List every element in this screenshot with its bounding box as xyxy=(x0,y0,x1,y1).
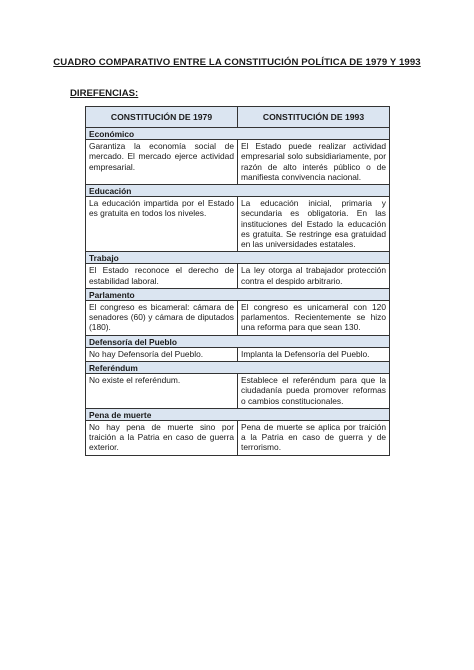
cell-1993-defensoria: Implanta la Defensoría del Pueblo. xyxy=(238,347,390,361)
category-educacion: Educación xyxy=(86,185,390,197)
table-row xyxy=(86,347,390,361)
category-economico: Económico xyxy=(86,128,390,140)
cell-1979-economico: Garantiza la economía social de mercado. El mercado ejerce actividad empresarial. xyxy=(86,140,238,185)
table-row xyxy=(86,197,390,252)
cell-1979-educacion: La educación impartida por el Estado es gratuita en todos los niveles. xyxy=(86,197,238,252)
table-row xyxy=(86,140,390,185)
cell-1979-pena-de-muerte: No hay pena de muerte sino por traición a la Patria en caso de guerra exterior. xyxy=(86,421,238,456)
category-referendum: Referéndum xyxy=(86,362,390,374)
table-row xyxy=(86,374,390,409)
cell-1993-economico: El Estado puede realizar actividad empresarial solo subsidiariamente, por razón de alto interés público o de manifiesta convivencia nacional. xyxy=(238,140,390,185)
category-trabajo: Trabajo xyxy=(86,252,390,264)
document-title: CUADRO COMPARATIVO ENTRE LA CONSTITUCIÓN POLÍTICA DE 1979 Y 1993 xyxy=(53,57,421,68)
section-subtitle: DIREFENCIAS: xyxy=(70,88,139,99)
cell-1993-trabajo: La ley otorga al trabajador protección contra el despido arbitrario. xyxy=(238,264,390,288)
category-row xyxy=(86,252,390,264)
comparison-table xyxy=(85,106,390,456)
cell-1979-referendum: No existe el referéndum. xyxy=(86,374,238,409)
cell-1979-trabajo: El Estado reconoce el derecho de estabilidad laboral. xyxy=(86,264,238,288)
category-row xyxy=(86,185,390,197)
table-header-row xyxy=(86,107,390,128)
cell-1979-parlamento: El congreso es bicameral: cámara de senadores (60) y cámara de diputados (180). xyxy=(86,301,238,336)
category-row xyxy=(86,288,390,300)
table-row xyxy=(86,421,390,456)
category-row xyxy=(86,128,390,140)
table-row xyxy=(86,301,390,336)
category-row xyxy=(86,408,390,420)
header-1993: CONSTITUCIÓN DE 1993 xyxy=(238,107,390,128)
cell-1993-referendum: Establece el referéndum para que la ciudadanía pueda promover reformas o cambios constitucionales. xyxy=(238,374,390,409)
category-parlamento: Parlamento xyxy=(86,288,390,300)
cell-1993-pena-de-muerte: Pena de muerte se aplica por traición a la Patria en caso de guerra y de terrorismo. xyxy=(238,421,390,456)
category-row xyxy=(86,335,390,347)
table-row xyxy=(86,264,390,288)
category-defensoria: Defensoría del Pueblo xyxy=(86,335,390,347)
cell-1993-parlamento: El congreso es unicameral con 120 parlamentos. Recientemente se hizo una reforma para que sean 130. xyxy=(238,301,390,336)
category-row xyxy=(86,362,390,374)
category-pena-de-muerte: Pena de muerte xyxy=(86,408,390,420)
cell-1993-educacion: La educación inicial, primaria y secundaria es obligatoria. En las instituciones del Estado la educación es gratuita. Se restringe esa gratuidad en las universidades estatales. xyxy=(238,197,390,252)
header-1979: CONSTITUCIÓN DE 1979 xyxy=(86,107,238,128)
cell-1979-defensoria: No hay Defensoría del Pueblo. xyxy=(86,347,238,361)
